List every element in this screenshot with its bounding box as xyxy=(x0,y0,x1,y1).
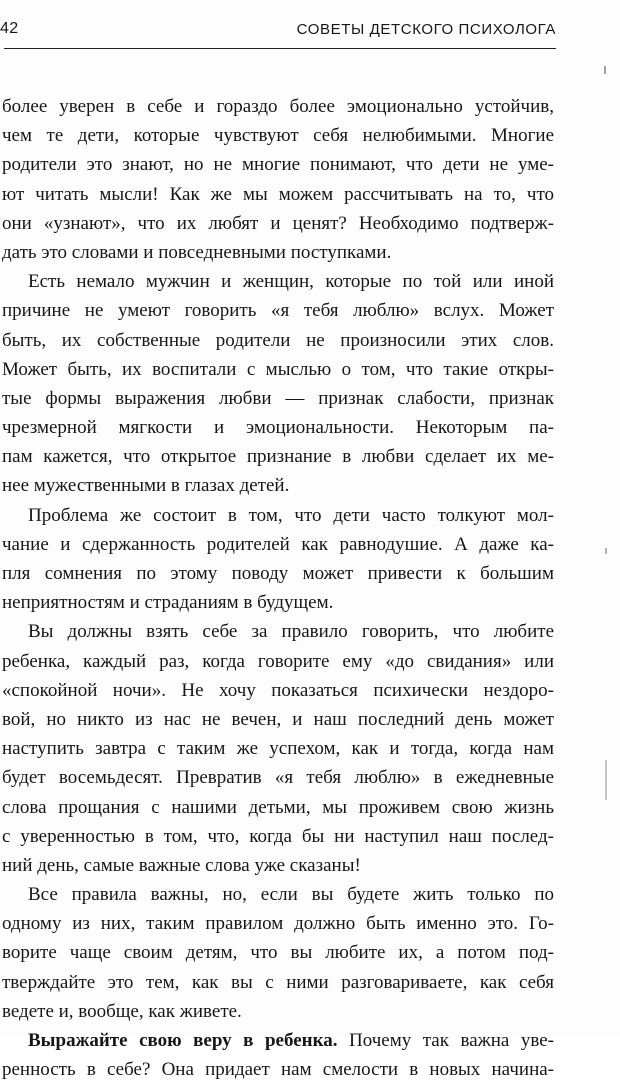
bold-lead-in: Выражайте свою веру в ребенка. xyxy=(28,1030,338,1051)
text-line: причине не умеют говорить «я тебя люблю» вслух. Может xyxy=(2,300,554,322)
paragraph xyxy=(2,92,554,267)
text-line: Может быть, их воспитали с мыслью о том, что такие откры- xyxy=(2,358,554,380)
text-line: они «узнают», что их любят и ценят? Необходимо подтверж- xyxy=(2,212,554,234)
text-line: ний день, самые важные слова уже сказаны! xyxy=(2,854,361,876)
page-number: 42 xyxy=(0,20,19,37)
text-line: неприятностям и страданиям в будущем. xyxy=(2,592,334,614)
text-line: Вы должны взять себе за правило говорить, что любите xyxy=(28,621,554,643)
text-line: будет восемьдесят. Превратив «я тебя люблю» в ежедневные xyxy=(2,767,554,789)
text-line: дать это словами и повседневными поступками. xyxy=(2,241,392,263)
paragraph xyxy=(2,1026,554,1084)
text-line: тые формы выражения любви — признак слабости, признак xyxy=(2,387,554,409)
text-line: тверждайте это тем, как вы с ними разговариваете, как себя xyxy=(2,971,554,993)
text-line: пам кажется, что открытое признание в любви сделает их ме- xyxy=(2,446,554,468)
body-text xyxy=(2,92,554,1084)
text-line xyxy=(2,1026,554,1055)
text-line: пля сомнения по этому поводу может привести к большим xyxy=(2,563,554,584)
text-line: ворите чаще своим детям, что вы любите их, а потом под- xyxy=(2,942,554,964)
text-line: «спокойной ночи». Не хочу показаться психически нездоро- xyxy=(2,679,554,701)
text-line: ренность в себе? Она придает нам смелости в новых начина- xyxy=(2,1059,554,1081)
text-line: с уверенностью в том, что, когда бы ни наступил наш послед- xyxy=(2,825,554,847)
text-line: нее мужественными в глазах детей. xyxy=(2,475,290,497)
scan-margin-mark xyxy=(604,66,606,74)
text-line: родители это знают, но не многие понимают, что дети не уме- xyxy=(2,154,554,176)
text-line: чрезмерной мягкости и эмоциональности. Некоторым па- xyxy=(2,417,554,439)
text-line: чем те дети, которые чувствуют себя нелюбимыми. Многие xyxy=(2,125,554,147)
text-line: быть, их собственные родители не произносили этих слов. xyxy=(2,329,554,351)
text-line: ведете и, вообще, как живете. xyxy=(2,1000,242,1022)
running-title: СОВЕТЫ ДЕТСКОГО ПСИХОЛОГА xyxy=(296,21,556,38)
text-line: Все правила важны, но, если вы будете жить только по xyxy=(28,884,554,906)
scan-margin-mark xyxy=(605,548,607,554)
text-line: одному из них, таким правилом должно быть именно это. Го- xyxy=(2,913,554,935)
page-header xyxy=(0,18,556,49)
text-line: чание и сдержанность родителей как равнодушие. А даже ка- xyxy=(2,533,554,555)
text-line: Проблема же состоит в том, что дети часто толкуют мол- xyxy=(28,504,554,526)
text-line: ребенка, каждый раз, когда говорите ему «до свидания» или xyxy=(2,650,554,672)
paragraph xyxy=(2,880,554,1026)
text-run: Почему так важна уве- xyxy=(337,1030,554,1051)
paragraph xyxy=(2,617,554,880)
text-line: Есть немало мужчин и женщин, которые по той или иной xyxy=(28,271,554,293)
text-line: вой, но никто из нас не вечен, и наш последний день может xyxy=(2,708,554,730)
text-line: ют читать мысли! Как же мы можем рассчитывать на то, что xyxy=(2,183,554,205)
text-line: наступить завтра с таким же успехом, как и тогда, когда нам xyxy=(2,738,554,760)
paragraph xyxy=(2,501,554,618)
paragraph xyxy=(2,267,554,501)
text-line: более уверен в себе и гораздо более эмоционально устойчив, xyxy=(2,96,554,117)
scan-margin-mark xyxy=(605,760,607,800)
text-line: слова прощания с нашими детьми, мы проживем свою жизнь xyxy=(2,796,554,818)
